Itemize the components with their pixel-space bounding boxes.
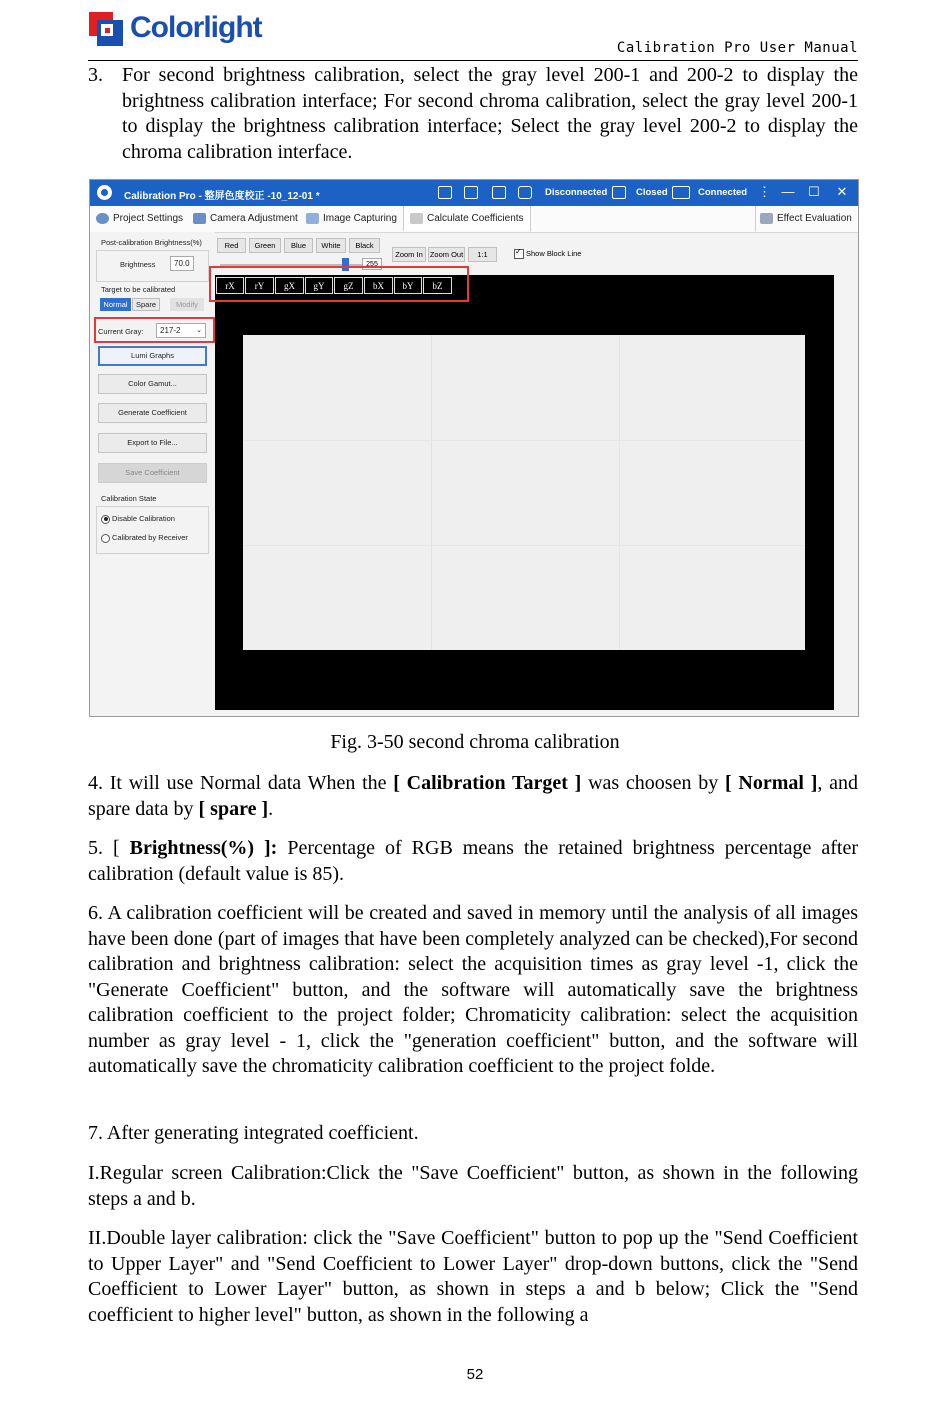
new-file-icon[interactable]: [438, 186, 452, 199]
tab-calculate-coefficients[interactable]: [403, 206, 531, 231]
p5-text: 5. [: [88, 837, 130, 859]
coef-bz-button[interactable]: bZ: [423, 277, 452, 294]
radio-label: Calibrated by Receiver: [112, 533, 188, 542]
screen-icon[interactable]: [612, 186, 626, 199]
close-button[interactable]: ✕: [836, 184, 848, 199]
gear-icon: [96, 213, 109, 224]
show-block-line-checkbox[interactable]: [514, 249, 581, 259]
current-gray-highlight: [94, 317, 215, 343]
disable-calibration-radio[interactable]: [101, 514, 175, 524]
current-gray-label: Current Gray:: [98, 327, 144, 336]
paragraph-double-layer: II.Double layer calibration: click the "Save Coefficient" button to pop up the "Send Coefficient to Upper Layer" and "Send Coefficient to Lower Layer" drop-down buttons, click the "Send Coefficient to Lower Layer" button, as shown in steps a and b below; Click the "Send coefficient to higher level" button, as shown in the following a: [88, 1227, 858, 1326]
header-divider: [88, 60, 858, 61]
paragraph-5: [88, 836, 858, 887]
window-title: Calibration Pro - 整屏色度校正 -10_12-01 *: [124, 191, 320, 202]
evaluation-icon: [760, 213, 773, 224]
camera-icon[interactable]: [518, 186, 532, 199]
white-button[interactable]: White: [316, 238, 346, 253]
save-icon[interactable]: [492, 186, 506, 199]
tab-project-settings[interactable]: [96, 206, 183, 231]
maximize-button[interactable]: ☐: [808, 184, 820, 199]
tab-bar: [90, 206, 858, 233]
radio-selected-icon: [101, 515, 110, 524]
tab-label: Image Capturing: [323, 213, 397, 224]
camera-status: Disconnected: [545, 187, 608, 198]
post-brightness-label: Post-calibration Brightness(%): [101, 238, 202, 247]
app-icon: [97, 185, 112, 200]
logo-text: Colorlight: [130, 11, 262, 44]
radio-icon: [101, 534, 110, 543]
menu-dots-icon[interactable]: ⋮: [758, 184, 771, 199]
spare-button[interactable]: Spare: [132, 298, 160, 311]
coef-ry-button[interactable]: rY: [245, 277, 274, 294]
manual-title: Calibration Pro User Manual: [616, 40, 858, 56]
tab-image-capturing[interactable]: [306, 206, 397, 231]
image-viewer[interactable]: [215, 275, 834, 710]
list-number: 3.: [88, 64, 103, 86]
brightness-label: Brightness: [120, 260, 156, 269]
tab-camera-adjustment[interactable]: [193, 206, 298, 231]
open-folder-icon[interactable]: [464, 186, 478, 199]
left-panel: [90, 232, 215, 716]
lumi-graphs-button[interactable]: Lumi Graphs: [98, 346, 207, 366]
tab-label: Camera Adjustment: [210, 213, 298, 224]
figure-caption: Fig. 3-50 second chroma calibration: [330, 731, 620, 753]
window-titlebar: [90, 180, 858, 206]
radio-label: Disable Calibration: [112, 514, 175, 523]
p4-text: was choosen by: [581, 772, 725, 794]
paragraph-7: 7. After generating integrated coefficient.: [88, 1122, 419, 1144]
effect-evaluation-button[interactable]: [755, 206, 852, 231]
network-icon[interactable]: [672, 186, 690, 199]
p4-text: .: [268, 797, 274, 820]
captured-screen-image: [243, 335, 805, 650]
calibrated-by-receiver-radio[interactable]: [101, 533, 188, 543]
blue-button[interactable]: Blue: [284, 238, 313, 253]
minimize-button[interactable]: —: [781, 184, 795, 199]
colorlight-logo: [88, 9, 263, 49]
coef-rx-button[interactable]: rX: [216, 277, 244, 294]
image-icon: [306, 213, 319, 224]
calibration-pro-screenshot: [89, 179, 859, 717]
paragraph-regular-screen: I.Regular screen Calibration:Click the "Save Coefficient" button, as shown in the following steps a and b.: [88, 1162, 858, 1210]
chevron-down-icon: ⌄: [196, 327, 202, 334]
calibration-target-term: [ Calibration Target ]: [393, 772, 582, 794]
p4-text: , and spare data by: [88, 772, 858, 820]
brightness-input[interactable]: 70.0: [170, 256, 194, 271]
target-label: Target to be calibrated: [101, 285, 176, 294]
brightness-term: Brightness(%) ]:: [129, 837, 278, 859]
spare-term: [ spare ]: [198, 797, 269, 820]
save-coefficient-button[interactable]: Save Coefficient: [98, 463, 207, 483]
normal-term: [ Normal ]: [724, 772, 818, 794]
tab-label: Project Settings: [113, 213, 184, 224]
network-status: Connected: [698, 187, 748, 198]
show-block-line-label: Show Block Line: [526, 249, 582, 258]
logo-mark-icon: [88, 11, 124, 47]
tab-label: Calculate Coefficients: [427, 213, 524, 224]
one-to-one-button[interactable]: 1:1: [468, 247, 497, 262]
red-button[interactable]: Red: [217, 238, 246, 253]
paragraph-4: [88, 771, 858, 822]
camera-settings-icon: [193, 213, 206, 224]
generate-coefficient-button[interactable]: Generate Coefficient: [98, 403, 207, 423]
coefficients-highlight: [209, 266, 469, 302]
calibration-state-label: Calibration State: [101, 494, 157, 503]
modify-button[interactable]: Modify: [170, 298, 204, 311]
black-button[interactable]: Black: [349, 238, 380, 253]
green-button[interactable]: Green: [249, 238, 281, 253]
checkbox-checked-icon: [514, 249, 524, 259]
effect-evaluation-label: Effect Evaluation: [777, 213, 852, 224]
coef-gx-button[interactable]: gX: [275, 277, 304, 294]
coef-gz-button[interactable]: gZ: [334, 277, 363, 294]
paragraph-6: 6. A calibration coefficient will be created and saved in memory until the analysis of all images have been done (part of images that have been completely analyzed can be checked),For second calibration and brightness calibration: select the acquisition times as gray level -1, click the "Generate Coefficient" button, and the software will automatically save the brightness calibration coefficient to the project folder; Chromaticity calibration: select the acquisition number as gray level - 1, click the "generation coefficient" button, and the software will automatically save the chromaticity calibration coefficient to the project folde.: [88, 902, 858, 1077]
current-gray-value: 217-2: [160, 326, 181, 335]
slider-value-field[interactable]: 255: [362, 258, 382, 270]
zoom-in-button[interactable]: Zoom In: [392, 247, 426, 262]
coef-gy-button[interactable]: gY: [305, 277, 333, 294]
screen-status: Closed: [636, 187, 668, 198]
export-to-file-button[interactable]: Export to File...: [98, 433, 207, 453]
color-gamut-button[interactable]: Color Gamut...: [98, 374, 207, 394]
calculator-icon: [410, 213, 423, 224]
list-text: For second brightness calibration, select the gray level 200-1 and 200-2 to display the brightness calibration interface; For second chroma calibration, select the gray level 200-1 to display the brightness calibration interface; Select the gray level 200-2 to display the chroma calibration interface.: [122, 64, 858, 163]
coef-bx-button[interactable]: bX: [364, 277, 393, 294]
zoom-out-button[interactable]: Zoom Out: [428, 247, 465, 262]
coef-by-button[interactable]: bY: [394, 277, 422, 294]
normal-button[interactable]: Normal: [100, 298, 131, 311]
p5-text: Percentage of RGB means the retained brightness percentage after calibration (default value is 85).: [88, 837, 859, 885]
p4-text: 4. It will use Normal data When the: [88, 772, 394, 794]
page-number: 52: [466, 1366, 484, 1383]
